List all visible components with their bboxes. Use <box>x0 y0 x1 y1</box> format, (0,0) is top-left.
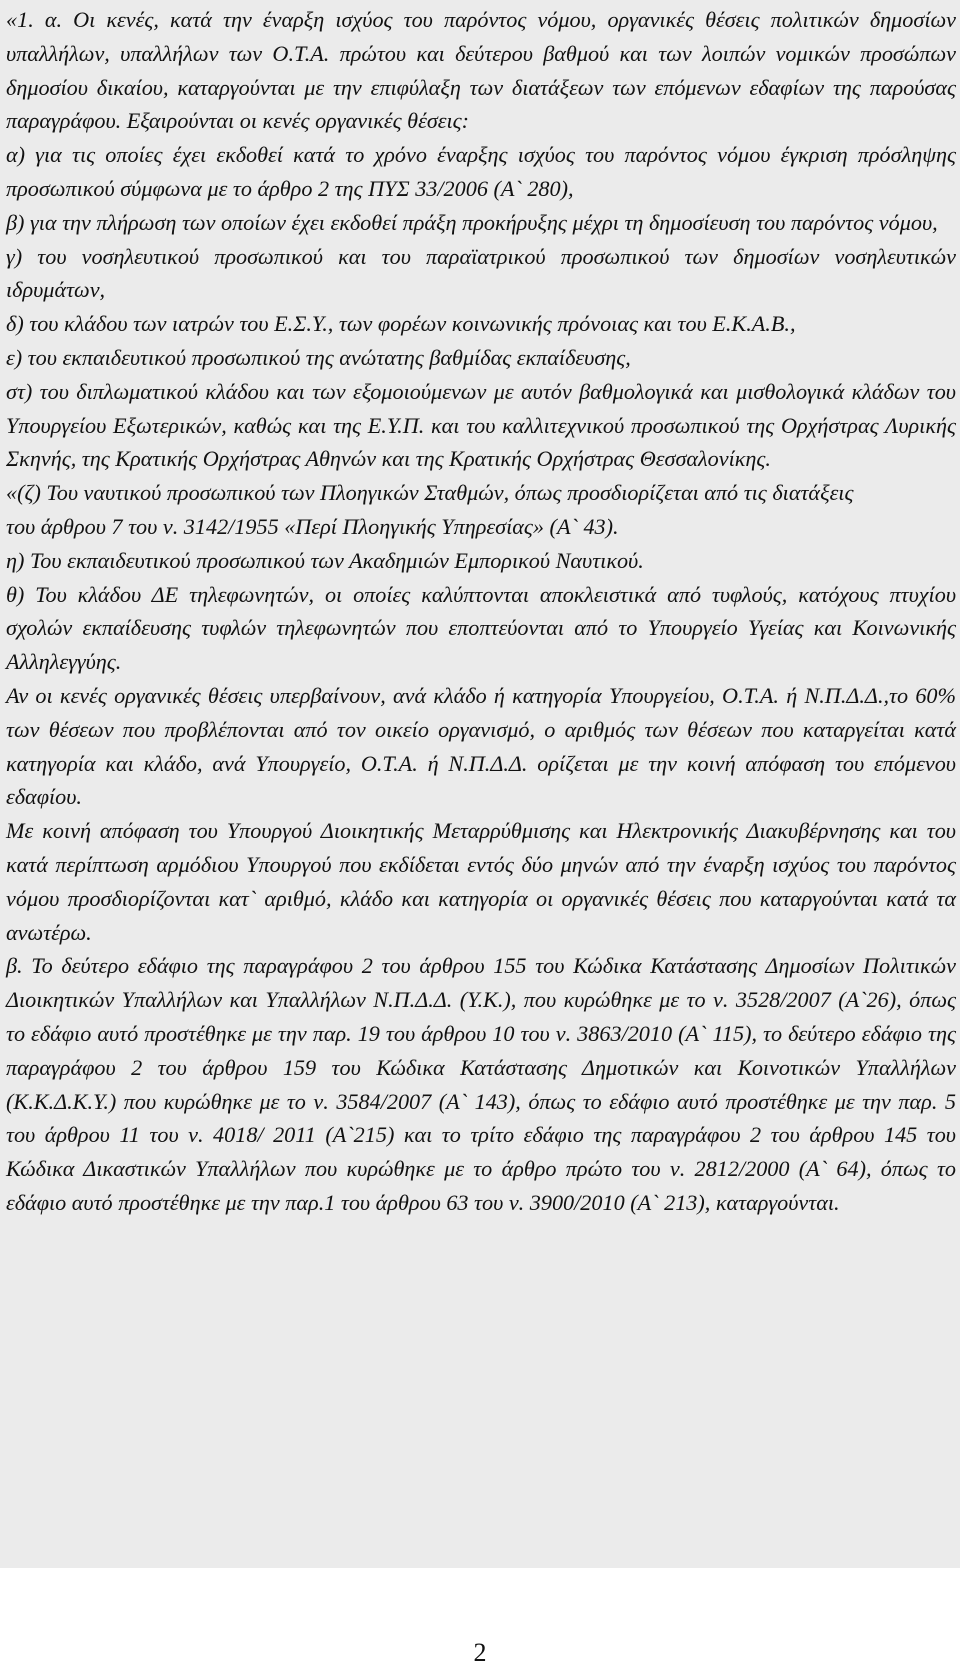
paragraph-exception-st: στ) του διπλωματικού κλάδου και των εξομοιούμενων με αυτόν βαθμολογικά και μισθολογικά κλάδων του Υπουργείου Εξωτερικών, καθώς και της Ε.Υ.Π. και του καλλιτεχνικού προσωπικού της Ορχήστρας Λυρικής Σκηνής, της Κρατικής Ορχήστρας Αθηνών και της Κρατικής Ορχήστρας Θεσσαλονίκης. <box>6 378 956 472</box>
paragraph-exception-th: θ) Του κλάδου ΔΕ τηλεφωνητών, οι οποίες καλύπτονται αποκλειστικά από τυφλούς, κατόχους πτυχίου σχολών εκπαίδευσης τυφλών τηλεφωνητών που εποπτεύονται από το Υπουργείο Υγείας και Κοινωνικής Αλληλεγγύης. <box>6 581 956 675</box>
paragraph-exception-b: β) για την πλήρωση των οποίων έχει εκδοθεί πράξη προκήρυξης μέχρι τη δημοσίευση του παρόντος νόμου, <box>6 209 938 235</box>
paragraph-excess-positions: Αν οι κενές οργανικές θέσεις υπερβαίνουν, ανά κλάδο ή κατηγορία Υπουργείου, Ο.Τ.Α. ή Ν.Π.Δ.Δ.,το 60% των θέσεων που προβλέπονται από τον οικείο οργανισμό, ο αριθμός των θέσεων που καταργείται κατά κατηγορία και κλάδο, ανά Υπουργείο, Ο.Τ.Α. ή Ν.Π.Δ.Δ. ορίζεται με την κοινή απόφαση του επόμενου εδαφίου. <box>6 682 956 810</box>
paragraph-exception-e: ε) του εκπαιδευτικού προσωπικού της ανώτατης βαθμίδας εκπαίδευσης, <box>6 344 631 370</box>
paragraph-exception-z-ref: του άρθρου 7 του ν. 3142/1955 «Περί Πλοηγικής Υπηρεσίας» (Α` 43). <box>6 513 619 539</box>
paragraph-exception-z: «(ζ) Του ναυτικού προσωπικού των Πλοηγικών Σταθμών, όπως προσδιορίζεται από τις διατάξεις <box>6 480 854 506</box>
paragraph-exception-h: η) Του εκπαιδευτικού προσωπικού των Ακαδημιών Εμπορικού Ναυτικού. <box>6 547 644 573</box>
paragraph-exception-d: δ) του κλάδου των ιατρών του Ε.Σ.Υ., των φορέων κοινωνικής πρόνοιας και του Ε.Κ.Α.Β., <box>6 311 796 337</box>
paragraph-b-repeal: β. Το δεύτερο εδάφιο της παραγράφου 2 του άρθρου 155 του Κώδικα Κατάστασης Δημοσίων Πολιτικών Διοικητικών Υπαλλήλων και Υπαλλήλων Ν.Π.Δ.Δ. (Υ.Κ.), που κυρώθηκε με το ν. 3528/2007 (Α`26), όπως το εδάφιο αυτό προστέθηκε με την παρ. 19 του άρθρου 10 του ν. 3863/2010 (Α` 115), το δεύτερο εδάφιο της παραγράφου 2 του άρθρου 159 του Κώδικα Κατάστασης Δημοτικών και Κοινοτικών Υπαλλήλων (Κ.Κ.Δ.Κ.Υ.) που κυρώθηκε με το ν. 3584/2007 (Α` 143), όπως το εδάφιο αυτό προστέθηκε με την παρ. 5 του άρθρου 11 του ν. 4018/ 2011 (Α`215) και το τρίτο εδάφιο της παραγράφου 2 του άρθρου 145 του Κώδικα Δικαστικών Υπαλλήλων που κυρώθηκε με το άρθρο πρώτο του ν. 2812/2000 (Α` 64), όπως το εδάφιο αυτό προστέθηκε με την παρ.1 του άρθρου 63 του ν. 3900/2010 (Α` 213), καταργούνται. <box>6 953 956 1215</box>
page-number: 2 <box>473 1638 487 1667</box>
paragraph-exception-a: α) για τις οποίες έχει εκδοθεί κατά το χρόνο έναρξης ισχύος του παρόντος νόμου έγκριση πρόσληψης προσωπικού σύμφωνα με το άρθρο 2 της ΠΥΣ 33/2006 (Α` 280), <box>6 142 956 201</box>
paragraph-joint-decision: Με κοινή απόφαση του Υπουργού Διοικητικής Μεταρρύθμισης και Ηλεκτρονικής Διακυβέρνησης και του κατά περίπτωση αρμόδιου Υπουργού που εκδίδεται εντός δύο μηνών από την έναρξη ισχύος του παρόντος νόμου προσδιορίζονται κατ` αριθμό, κλάδο και κατηγορία οι οργανικές θέσεις που καταργούνται κατά τα ανωτέρω. <box>6 818 956 945</box>
paragraph-intro: «1. α. Οι κενές, κατά την έναρξη ισχύος του παρόντος νόμου, οργανικές θέσεις πολιτικών δημοσίων υπαλλήλων, υπαλλήλων των Ο.Τ.Α. πρώτου και δεύτερου βαθμού και των λοιπών νομικών προσώπων δημοσίου δικαίου, καταργούνται με την επιφύλαξη των διατάξεων των επόμενων εδαφίων της παρούσας παραγράφου. Εξαιρούνται οι κενές οργανικές θέσεις: <box>6 7 956 134</box>
paragraph-exception-c: γ) του νοσηλευτικού προσωπικού και του παραϊατρικού προσωπικού των δημοσίων νοσηλευτικών ιδρυμάτων, <box>6 243 956 303</box>
